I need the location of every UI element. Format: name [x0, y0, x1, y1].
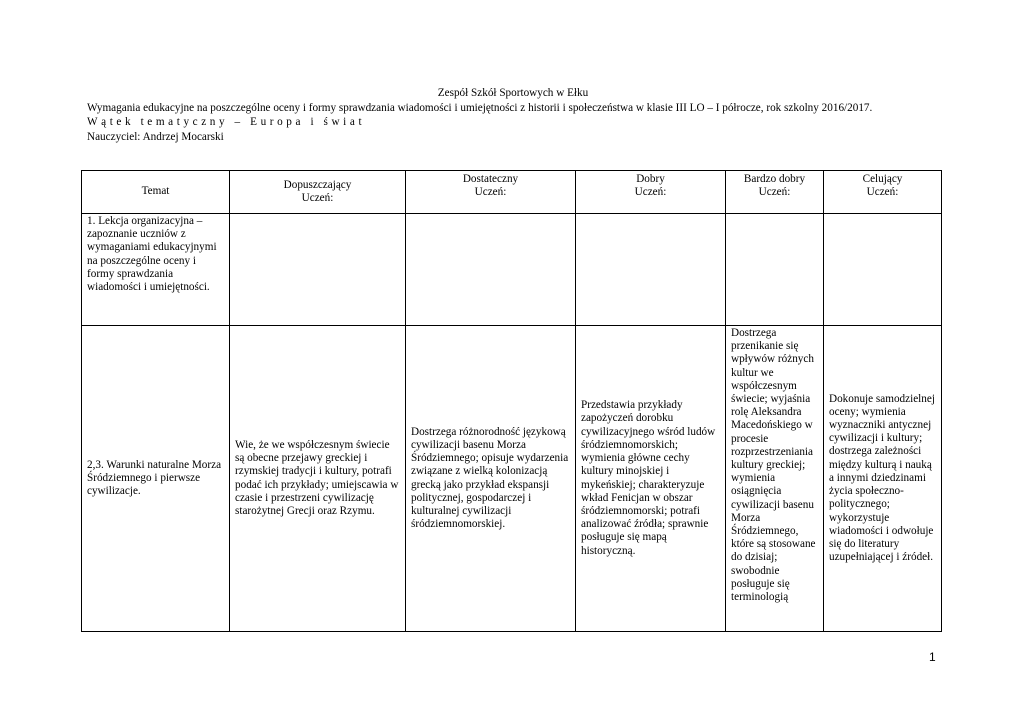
column-title: Dobry [636, 173, 665, 185]
cell-dostateczny [406, 214, 576, 326]
cell-temat: 2,3. Warunki naturalne Morza Śródziemnego i pierwsze cywilizacje. [82, 326, 230, 632]
column-subtitle: Uczeń: [634, 186, 667, 199]
page-number: 1 [929, 650, 936, 664]
table-row [82, 326, 942, 632]
table-header-row [82, 171, 942, 214]
column-header-dostateczny [406, 171, 576, 214]
cell-dostateczny: Dostrzega różnorodność językową cywilizacji basenu Morza Śródziemnego; opisuje wydarzenia związane z wielką kolonizacją grecką jako przykład ekspansji politycznej, gospodarczej i kulturalnej cywilizacji śródziemnomorskiej. [406, 326, 576, 632]
column-subtitle: Uczeń: [474, 186, 507, 199]
column-title: Bardzo dobry [743, 173, 806, 185]
column-subtitle: Uczeń: [758, 186, 791, 199]
cell-dopuszczajacy: Wie, że we współczesnym świecie są obecne przejawy greckiej i rzymskiej tradycji i kultury, potrafi podać ich przykłady; umiejscawia w czasie i przestrzeni cywilizację starożytnej Grecji oraz Rzymu. [230, 326, 406, 632]
document-header [87, 86, 939, 144]
thematic-thread: Wątek tematyczny – Europa i świat [87, 116, 366, 128]
column-title: Dopuszczający [283, 178, 352, 191]
column-title: Celujący [862, 173, 903, 185]
document-subtitle: Wymagania edukacyjne na poszczególne oceny i formy sprawdzania wiadomości i umiejętności z historii i społeczeństwa w klasie III LO – I półrocze, rok szkolny 2016/2017. [87, 101, 873, 114]
cell-celujacy: Dokonuje samodzielnej oceny; wymienia wyznaczniki antycznej cywilizacji i kultury; dostrzega zależności między kulturą i nauką a innymi dziedzinami życia społeczno-politycznego; wykorzystuje wiadomości i odwołuje się do literatury uzupełniającej i źródeł. [824, 326, 942, 632]
teacher-name: Nauczyciel: Andrzej Mocarski [87, 130, 224, 143]
cell-celujacy [824, 214, 942, 326]
cell-bardzo-dobry: Dostrzega przenikanie się wpływów różnych kultur we współczesnym świecie; wyjaśnia rolę Aleksandra Macedońskiego w procesie rozprzestrzeniania kultury greckiej; wymienia osiągnięcia cywilizacji basenu Morza Śródziemnego, które są stosowane do dzisiaj; swobodnie posługuje się terminologią [726, 326, 824, 632]
cell-dopuszczajacy [230, 214, 406, 326]
table-row [82, 214, 942, 326]
cell-dobry [576, 214, 726, 326]
cell-dobry: Przedstawia przykłady zapożyczeń dorobku cywilizacyjnego wśród ludów śródziemnomorskich; wymienia główne cechy kultury minojskiej i mykeńskiej; charakteryzuje wkład Fenicjan w obszar śródziemnomorski; potrafi analizować źródła; sprawnie posługuje się mapą historyczną. [576, 326, 726, 632]
column-header-temat [82, 171, 230, 214]
column-header-celujacy [824, 171, 942, 214]
column-subtitle: Uczeń: [301, 192, 334, 204]
column-title: Dostateczny [462, 173, 519, 185]
column-header-dopuszczajacy [230, 171, 406, 214]
cell-bardzo-dobry [726, 214, 824, 326]
column-title: Temat [141, 185, 170, 198]
school-name: Zespół Szkół Sportowych w Ełku [437, 87, 589, 99]
requirements-table [81, 170, 942, 632]
column-header-bardzo-dobry [726, 171, 824, 214]
column-subtitle: Uczeń: [866, 186, 899, 199]
column-header-dobry [576, 171, 726, 214]
cell-temat: 1. Lekcja organizacyjna – zapoznanie uczniów z wymaganiami edukacyjnymi na poszczególne oceny i formy sprawdzania wiadomości i umiejętności. [82, 214, 230, 326]
